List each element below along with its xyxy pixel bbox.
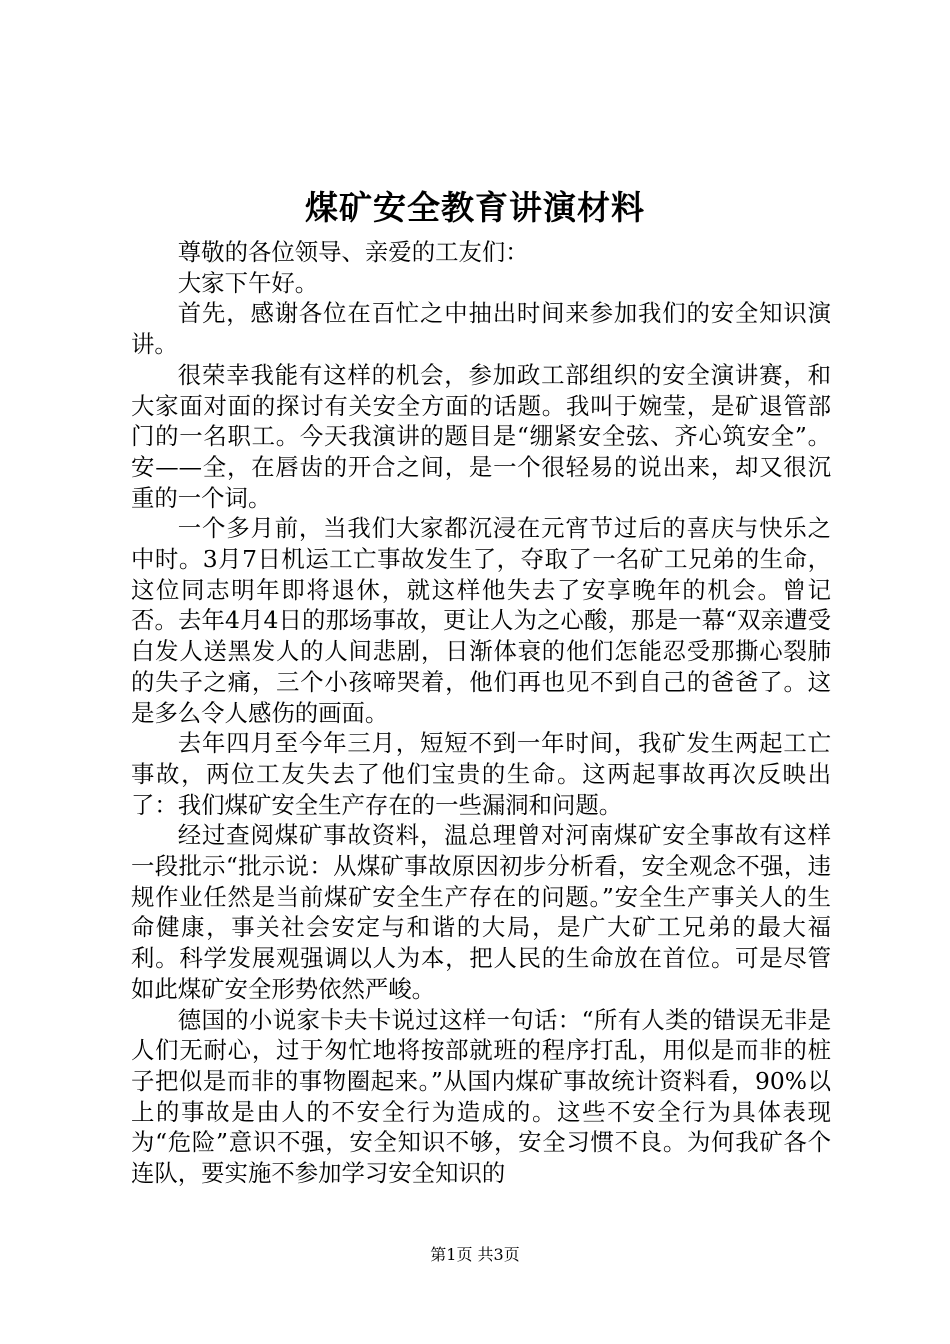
paragraph-kafka-quote: 德国的小说家卡夫卡说过这样一句话：“所有人类的错误无非是人们无耐心，过于匆忙地将按部就班的程序打乱，用似是而非的桩子把似是而非的事物圈起来。”从国内煤矿事故统计资料看，90%以上的事故是由人的不安全行为造成的。这些不安全行为具体表现为“危险”意识不强，安全知识不够，安全习惯不良。为何我矿各个连队，要实施不参加学习安全知识的 <box>131 1005 831 1188</box>
paragraph-introduction: 很荣幸我能有这样的机会，参加政工部组织的安全演讲赛，和大家面对面的探讨有关安全方面的话题。我叫于婉莹，是矿退管部门的一名职工。今天我演讲的题目是“绷紧安全弦、齐心筑安全”。安——全，在唇齿的开合之间，是一个很轻易的说出来，却又很沉重的一个词。 <box>131 360 831 512</box>
document-body <box>131 237 831 1189</box>
paragraph-greeting: 尊敬的各位领导、亲爱的工友们： <box>177 238 529 266</box>
paragraph-accident-recall: 一个多月前，当我们大家都沉浸在元宵节过后的喜庆与快乐之中时。3月7日机运工亡事故发生了，夺取了一名矿工兄弟的生命，这位同志明年即将退休，就这样他失去了安享晚年的机会。曾记否。去年4月4日的那场事故，更让人为之心酸，那是一幕“双亲遭受白发人送黑发人的人间悲剧，日渐体衰的他们怎能忍受那撕心裂肺的失子之痛，三个小孩啼哭着，他们再也见不到自己的爸爸了。这是多么令人感伤的画面。 <box>131 514 831 727</box>
paragraph-premier-instruction: 经过查阅煤矿事故资料，温总理曾对河南煤矿安全事故有这样一段批示“批示说：从煤矿事故原因初步分析看，安全观念不强，违规作业任然是当前煤矿安全生产存在的问题。”安全生产事关人的生命健康，事关社会安定与和谐的大局，是广大矿工兄弟的最大福利。科学发展观强调以人为本，把人民的生命放在首位。可是尽管如此煤矿安全形势依然严峻。 <box>131 821 831 1003</box>
paragraph-thanks: 首先，感谢各位在百忙之中抽出时间来参加我们的安全知识演讲。 <box>131 299 831 359</box>
page-number-footer: 第1页 共3页 <box>430 1245 520 1264</box>
paragraph-hello: 大家下午好。 <box>177 268 319 297</box>
document-title: 煤矿安全教育讲演材料 <box>305 188 645 227</box>
paragraph-two-accidents: 去年四月至今年三月，短短不到一年时间，我矿发生两起工亡事故，两位工友失去了他们宝贵的生命。这两起事故再次反映出了：我们煤矿安全生产存在的一些漏洞和问题。 <box>131 729 831 819</box>
